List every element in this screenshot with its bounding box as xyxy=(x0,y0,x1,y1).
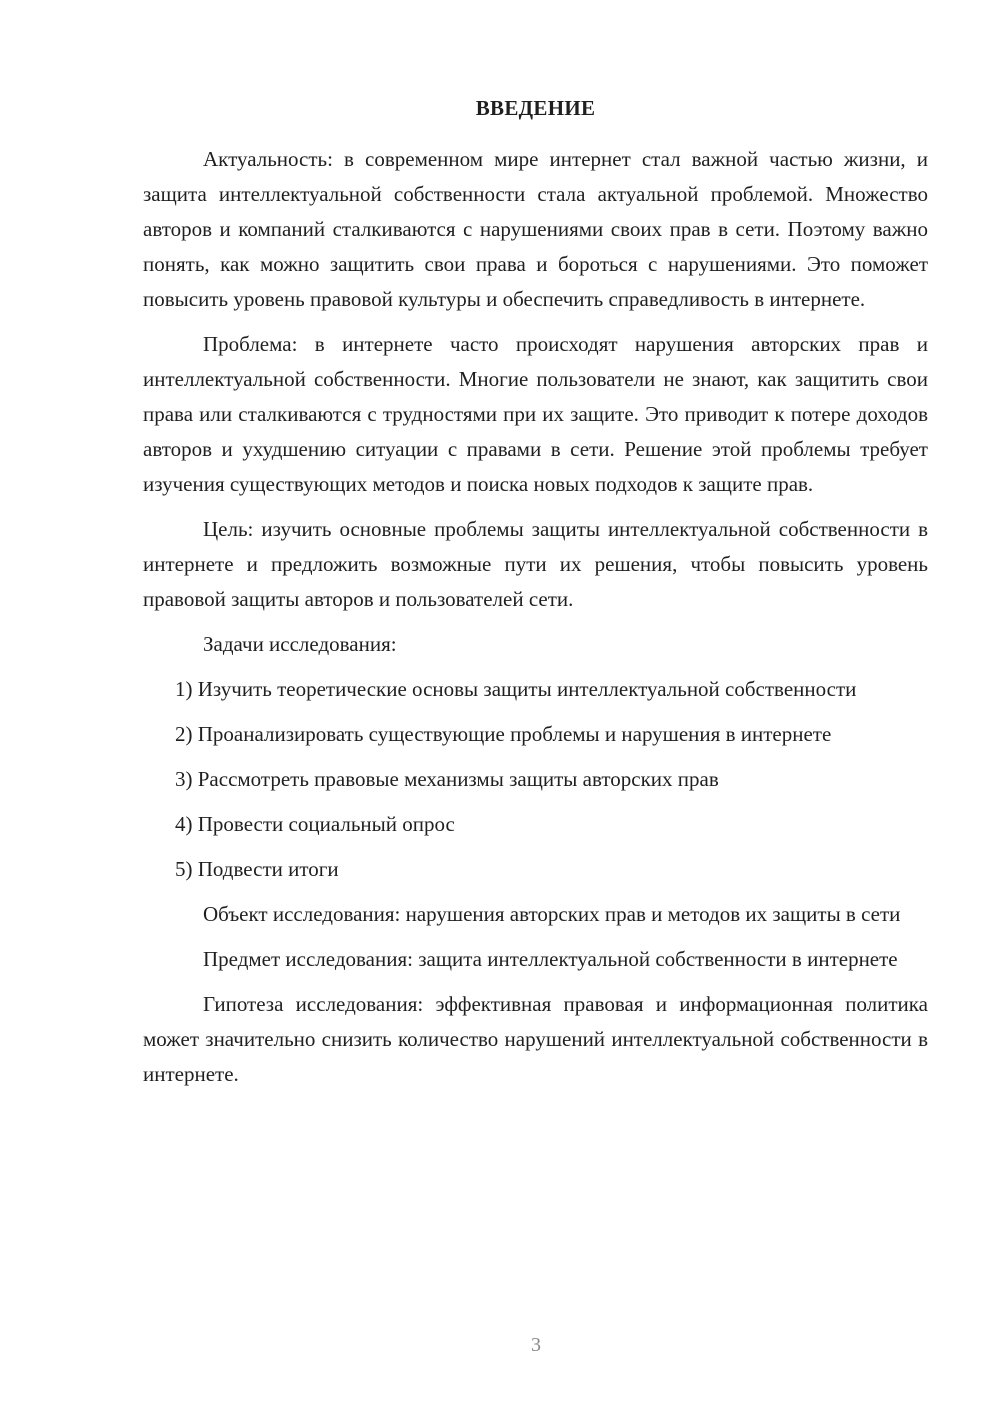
tasks-list xyxy=(143,672,928,887)
relevance-paragraph: Актуальность: в современном мире интернет стал важной частью жизни, и защита интеллектуальной собственности стала актуальной проблемой. Множество авторов и компаний сталкиваются с нарушениями своих прав в сети. Поэтому важно понять, как можно защитить свои права и бороться с нарушениями. Это поможет повысить уровень правовой культуры и обеспечить справедливость в интернете. xyxy=(143,147,928,311)
page-number: 3 xyxy=(531,1334,541,1356)
list-item: 5) Подвести итоги xyxy=(175,857,339,881)
hypothesis-paragraph: Гипотеза исследования: эффективная правовая и информационная политика может значительно снизить количество нарушений интеллектуальной собственности в интернете. xyxy=(143,992,928,1086)
list-item: 3) Рассмотреть правовые механизмы защиты авторских прав xyxy=(175,767,719,791)
list-item: 4) Провести социальный опрос xyxy=(175,812,455,836)
problem-paragraph: Проблема: в интернете часто происходят нарушения авторских прав и интеллектуальной собственности. Многие пользователи не знают, как защитить свои права или сталкиваются с трудностями при их защите. Это приводит к потере доходов авторов и ухудшению ситуации с правами в сети. Решение этой проблемы требует изучения существующих методов и поиска новых подходов к защите прав. xyxy=(143,332,928,496)
tasks-heading: Задачи исследования: xyxy=(203,632,397,656)
page-title: ВВЕДЕНИЕ xyxy=(475,96,596,120)
list-item: 2) Проанализировать существующие проблемы и нарушения в интернете xyxy=(175,722,832,746)
list-item: 1) Изучить теоретические основы защиты интеллектуальной собственности xyxy=(175,677,857,701)
goal-paragraph: Цель: изучить основные проблемы защиты интеллектуальной собственности в интернете и предложить возможные пути их решения, чтобы повысить уровень правовой защиты авторов и пользователей сети. xyxy=(143,517,928,611)
object-paragraph: Объект исследования: нарушения авторских прав и методов их защиты в сети xyxy=(203,902,901,926)
document-body xyxy=(143,142,928,1102)
subject-paragraph: Предмет исследования: защита интеллектуальной собственности в интернете xyxy=(203,947,898,971)
